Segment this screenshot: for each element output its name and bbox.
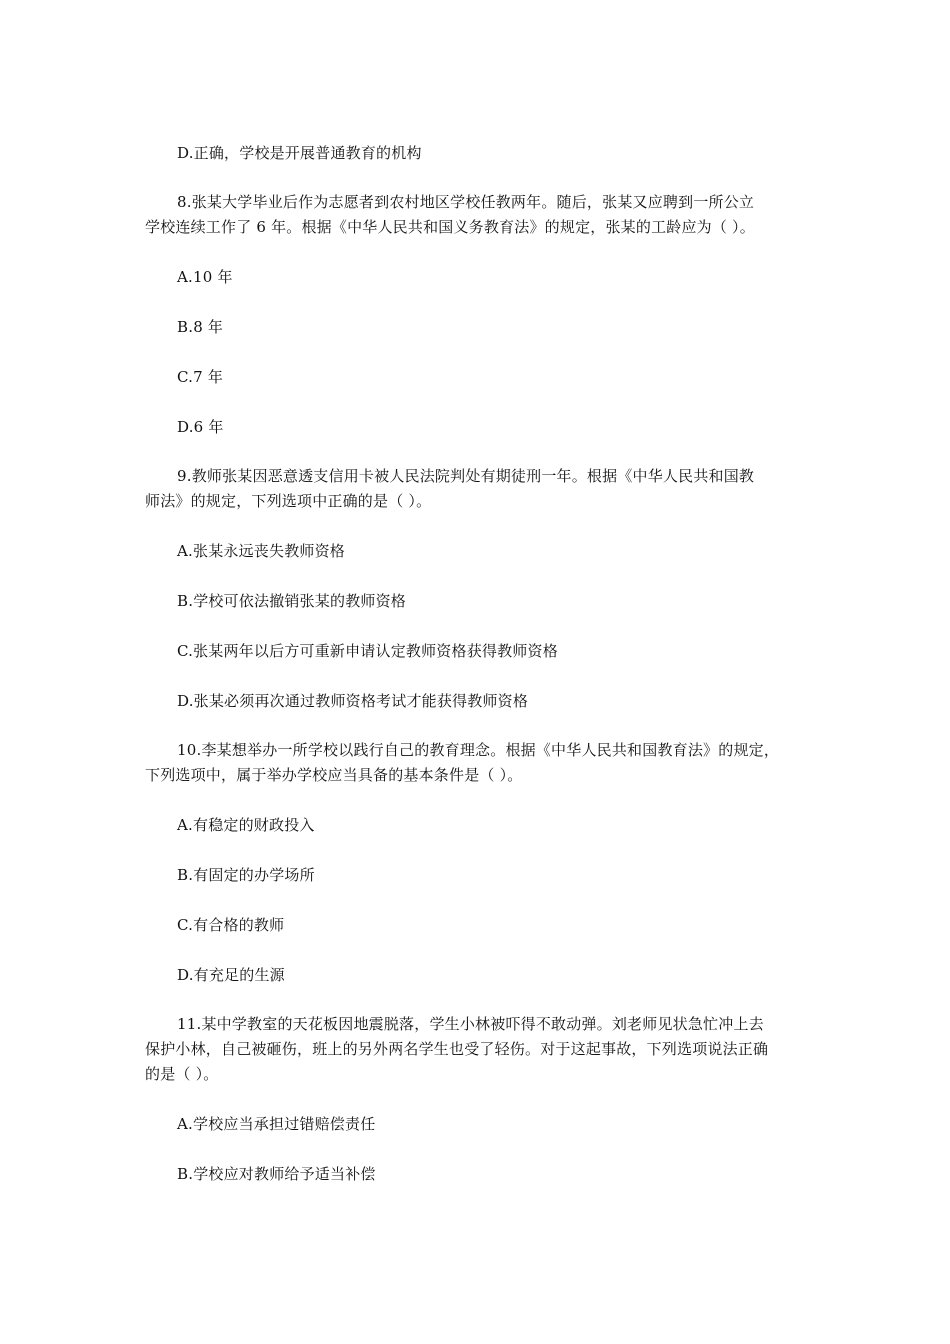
question-9-stem-line-1: 9.教师张某因恶意透支信用卡被人民法院判处有期徒刑一年。根据《中华人民共和国教 [177, 467, 755, 485]
question-9-option-d: D.张某必须再次通过教师资格考试才能获得教师资格 [177, 692, 529, 710]
question-10-option-b: B.有固定的办学场所 [177, 866, 315, 884]
question-10-stem-line-2: 下列选项中，属于举办学校应当具备的基本条件是（ ）。 [145, 766, 523, 784]
question-10-stem-line-1: 10.李某想举办一所学校以践行自己的教育理念。根据《中华人民共和国教育法》的规定， [177, 741, 780, 759]
question-11-option-b: B.学校应对教师给予适当补偿 [177, 1165, 376, 1183]
question-9-stem-line-2: 师法》的规定，下列选项中正确的是（ ）。 [145, 492, 432, 510]
question-11-stem-line-3: 的是（ ）。 [145, 1065, 219, 1083]
option-d-prev: D.正确，学校是开展普通教育的机构 [177, 144, 422, 162]
question-8-option-d: D.6 年 [177, 418, 224, 436]
question-8-stem-line-2: 学校连续工作了 6 年。根据《中华人民共和国义务教育法》的规定，张某的工龄应为（ ）。 [145, 218, 755, 236]
question-9-option-b: B.学校可依法撤销张某的教师资格 [177, 592, 406, 610]
question-9-option-a: A.张某永远丧失教师资格 [177, 542, 346, 560]
question-10-option-a: A.有稳定的财政投入 [177, 816, 315, 834]
question-8-option-b: B.8 年 [177, 318, 224, 336]
question-8-stem-line-1: 8.张某大学毕业后作为志愿者到农村地区学校任教两年。随后，张某又应聘到一所公立 [177, 193, 755, 211]
question-10-option-d: D.有充足的生源 [177, 966, 285, 984]
question-10-option-c: C.有合格的教师 [177, 916, 285, 934]
question-9-option-c: C.张某两年以后方可重新申请认定教师资格获得教师资格 [177, 642, 558, 660]
question-11-stem-line-1: 11.某中学教室的天花板因地震脱落，学生小林被吓得不敢动弹。刘老师见状急忙冲上去 [177, 1015, 764, 1033]
question-11-option-a: A.学校应当承担过错赔偿责任 [177, 1115, 376, 1133]
question-8-option-a: A.10 年 [177, 268, 233, 286]
question-8-option-c: C.7 年 [177, 368, 224, 386]
question-11-stem-line-2: 保护小林，自己被砸伤，班上的另外两名学生也受了轻伤。对于这起事故，下列选项说法正确 [145, 1040, 769, 1058]
